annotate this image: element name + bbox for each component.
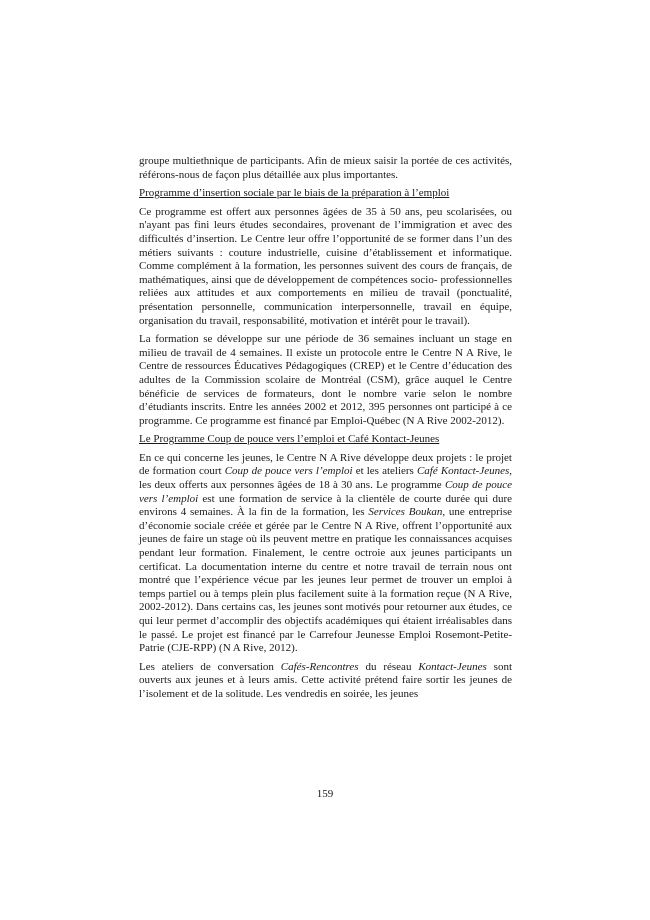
text-run: sont ouverts aux jeunes et à leurs amis. Cette activité prétend faire sortir les jeunes de l’isolement et de la solitude. Les vendredis en soirée, les jeunes [139, 660, 513, 700]
italic-title: Cafés-Rencontres [280, 660, 359, 673]
text-run: du réseau [358, 660, 419, 673]
italic-title: Coup de pouce vers l’emploi [139, 479, 513, 505]
text-run: , les deux offerts aux personnes âgées de 18 à 30 ans. Le programme [139, 465, 513, 492]
text-run: En ce qui concerne les jeunes, le Centre N A Rive développe deux projets : le projet de formation court [139, 451, 512, 478]
document-page [139, 155, 512, 707]
text-run: , une entreprise d’économie sociale créée et gérée par le Centre N A Rive, offrent l’opportunité aux jeunes de faire un stage où ils peuvent mettre en pratique les connaissances acquises pendant leur formation. Finalement, le centre octroie aux jeunes participants un certificat. La documentation interne du centre et notre travail de terrain nous ont montré que l’expérience vécue par les jeunes leur permet de trouver un emploi à temps partiel ou à temps plein plus facilement suite à la formation reçue (N A Rive, 2002-2012). Dans certains cas, les jeunes sont motivés pour retourner aux études, ce qui leur permet d’accomplir des objectifs académiques qui étaient irréalisables dans le passé. Le projet est financé par le Carrefour Jeunesse Emploi Rosemont-Petite-Patrie (CJE-RPP) (N A Rive, 2012). [139, 506, 512, 655]
paragraph-intro: groupe multiethnique de participants. Afin de mieux saisir la portée de ces activités, référons-nous de façon plus détaillée aux plus importantes. [139, 155, 512, 181]
paragraph-youth-projects [139, 452, 512, 656]
paragraph-conversation-workshops [139, 661, 512, 702]
italic-title: Kontact-Jeunes [418, 660, 487, 673]
section-heading-youth-program: Le Programme Coup de pouce vers l’emploi et Café Kontact-Jeunes [139, 433, 440, 446]
italic-title: Coup de pouce vers l’emploi [224, 465, 353, 478]
text-run: et les ateliers [352, 465, 417, 478]
text-run: est une formation de service à la clientèle de courte durée qui dure environs 4 semaines. À la fin de la formation, les [139, 492, 512, 519]
italic-title: Café Kontact-Jeunes [416, 465, 510, 478]
text-run: Les ateliers de conversation [139, 660, 281, 673]
paragraph-training-details: La formation se développe sur une période de 36 semaines incluant un stage en milieu de travail de 4 semaines. Il existe un protocole entre le Centre N A Rive, le Centre de ressources Éducatives Pédagogiques (CREP) et le Centre d’éducation des adultes de la Commission scolaire de Montréal (CSM), grâce auquel le Centre bénéficie de services de formateurs, dont le nombre varie selon le nombre d’étudiants inscrits. Entre les années 2002 et 2012, 395 personnes ont participé à ce programme. Ce programme est financé par Emploi-Québec (N A Rive 2002-2012). [139, 333, 512, 427]
section-heading-insertion-program: Programme d’insertion sociale par le biais de la préparation à l’emploi [139, 187, 450, 200]
italic-title: Services Boukan [368, 506, 443, 519]
page-number: 159 [316, 788, 334, 800]
paragraph-program-description: Ce programme est offert aux personnes âgées de 35 à 50 ans, peu scolarisées, ou n'ayant pas fini leurs études secondaires, provenant de l’immigration et avec des difficultés d’insertion. Le Centre leur offre l’opportunité de se former dans l’un des métiers suivants : couture industrielle, cuisine d’établissement et informatique. Comme complément à la formation, les personnes suivent des cours de français, de mathématiques, ainsi que de développement de compétences socio- professionnelles reliées aux attitudes et aux comportements en milieu de travail (ponctualité, présentation personnelle, communication interpersonnelle, travail en équipe, organisation du travail, responsabilité, motivation et intérêt pour le travail). [139, 205, 512, 327]
